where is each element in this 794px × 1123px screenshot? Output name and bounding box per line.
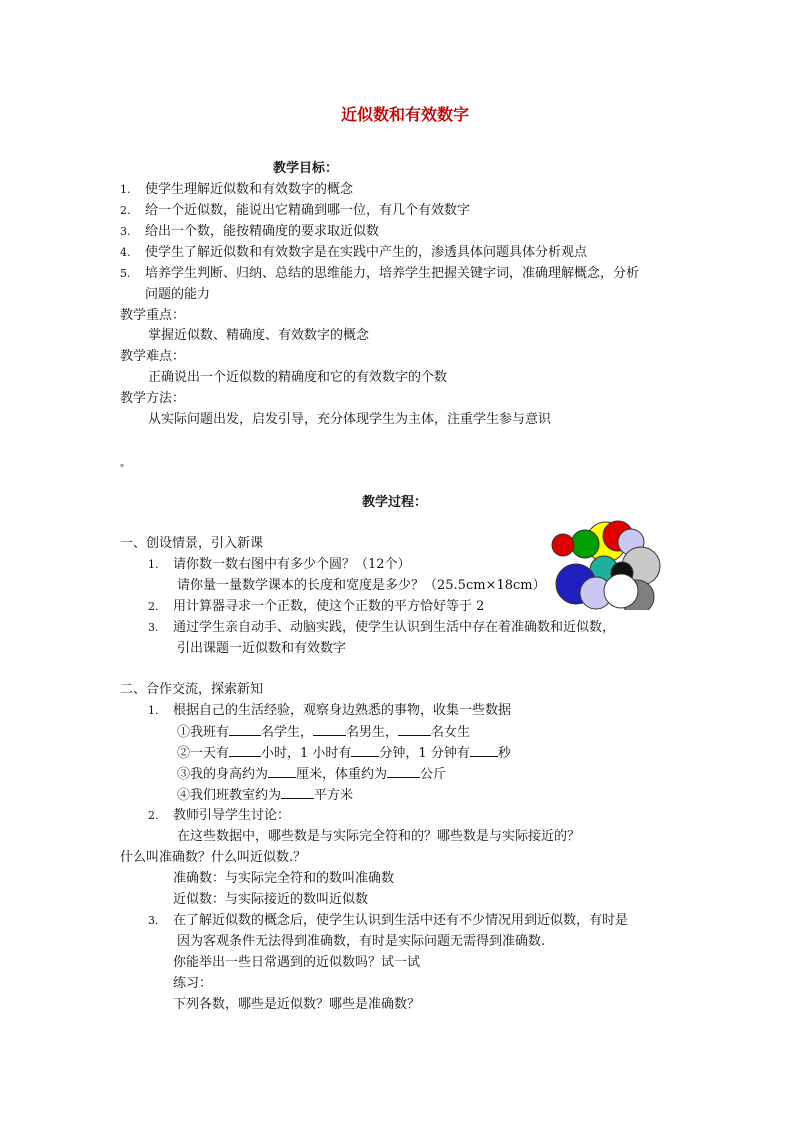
section2-title: 二、合作交流，探索新知 bbox=[120, 682, 264, 697]
q4-part-2: 平方米 bbox=[314, 788, 354, 803]
q2-part-3: 分钟，1 分钟有 bbox=[379, 746, 470, 761]
q1-blank-3[interactable] bbox=[398, 723, 431, 736]
q1-blank-2[interactable] bbox=[313, 723, 346, 736]
s2-text-1: 根据自己的生活经验，观察身边熟悉的事物，收集一些数据 bbox=[173, 703, 512, 718]
s1-text-3: 通过学生亲自动手、动脑实践，使学生认识到生活中存在着准确数和近似数， bbox=[173, 620, 616, 635]
q3-part-3: 公斤 bbox=[420, 767, 447, 782]
q1-part-3: 名男生， bbox=[346, 725, 399, 740]
s1-text-1: 请你数一数右图中有多少个圆？（12个） bbox=[173, 557, 411, 572]
s2-text-2: 教师引导学生讨论： bbox=[173, 808, 291, 823]
q2-line bbox=[177, 744, 511, 763]
difficulty-text: 正确说出一个近似数的精确度和它的有效数字的个数 bbox=[148, 370, 448, 385]
q2-blank-3[interactable] bbox=[470, 744, 498, 757]
s1-num-1: 1. bbox=[148, 558, 159, 571]
q4-line bbox=[177, 786, 353, 805]
goal-text-1: 使学生理解近似数和有效数字的概念 bbox=[145, 182, 354, 197]
circle-red-small bbox=[552, 534, 574, 556]
q3-blank-1[interactable] bbox=[268, 765, 296, 778]
difficulty-label: 教学难点： bbox=[120, 349, 186, 364]
q3-part-2: 厘米，体重约为 bbox=[296, 767, 388, 782]
s1-num-2: 2. bbox=[148, 600, 159, 613]
s1-sub-1: 请你量一量数学课本的长度和宽度是多少？（25.5cm×18cm） bbox=[177, 578, 546, 593]
section1-title: 一、创设情景，引入新课 bbox=[120, 536, 264, 551]
goal-num-3: 3. bbox=[120, 225, 131, 238]
q1-blank-1[interactable] bbox=[229, 723, 261, 736]
s2-text-3: 在了解近似数的概念后，使学生认识到生活中还有不少情况用到近似数，有时是 bbox=[173, 913, 629, 928]
colored-circles-figure bbox=[548, 518, 662, 610]
page-title: 近似数和有效数字 bbox=[341, 105, 470, 124]
q2-blank-2[interactable] bbox=[351, 744, 379, 757]
q3-blank-2[interactable] bbox=[387, 765, 420, 778]
q1-part-1: ①我班有 bbox=[177, 725, 230, 740]
s2-practice: 练习： bbox=[173, 976, 213, 991]
goal-text-5-cont: 问题的能力 bbox=[145, 287, 211, 302]
circle-green bbox=[571, 530, 599, 558]
s2-discuss-1: 在这些数据中，哪些数是与实际完全符和的？哪些数是与实际接近的？ bbox=[177, 829, 581, 844]
goal-num-1: 1. bbox=[120, 183, 131, 196]
q1-part-2: 名学生， bbox=[261, 725, 314, 740]
stray-mark: ▪ bbox=[120, 462, 125, 469]
q4-part-1: ④我们班教室约为 bbox=[177, 788, 282, 803]
method-text: 从实际问题出发，启发引导，充分体现学生为主体，注重学生参与意识 bbox=[148, 412, 552, 427]
q2-part-2: 小时，1 小时有 bbox=[261, 746, 352, 761]
circle-white bbox=[604, 574, 638, 608]
s2-num-3: 3. bbox=[148, 914, 159, 927]
s1-sub-3: 引出课题一近似数和有效数字 bbox=[177, 641, 347, 656]
s2-def-1: 准确数：与实际完全符和的数叫准确数 bbox=[173, 871, 395, 886]
q1-line bbox=[177, 723, 470, 742]
process-heading: 教学过程： bbox=[362, 495, 428, 510]
s2-num-1: 1. bbox=[148, 704, 159, 717]
q3-line bbox=[177, 765, 446, 784]
goal-num-5: 5. bbox=[120, 267, 131, 280]
goal-num-4: 4. bbox=[120, 246, 131, 259]
q3-part-1: ③我的身高约为 bbox=[177, 767, 269, 782]
goal-text-4: 使学生了解近似数和有效数字是在实践中产生的，渗透具体问题具体分析观点 bbox=[145, 245, 588, 260]
s2-discuss-2: 什么叫准确数？什么叫近似数.？ bbox=[120, 850, 307, 865]
s2-text-3-cont: 因为客观条件无法得到准确数，有时是实际问题无需得到准确数. bbox=[177, 934, 546, 949]
s2-def-2: 近似数：与实际接近的数叫近似数 bbox=[173, 892, 369, 907]
s2-num-2: 2. bbox=[148, 809, 159, 822]
s2-ask: 你能举出一些日常遇到的近似数吗？试一试 bbox=[173, 955, 421, 970]
s1-num-3: 3. bbox=[148, 621, 159, 634]
s1-text-2: 用计算器寻求一个正数，使这个正数的平方恰好等于 2 bbox=[173, 599, 485, 614]
goals-heading: 教学目标： bbox=[273, 161, 339, 176]
s2-question: 下列各数，哪些是近似数？哪些是准确数？ bbox=[173, 997, 421, 1012]
focus-text: 掌握近似数、精确度、有效数字的概念 bbox=[148, 328, 370, 343]
goal-text-3: 给出一个数，能按精确度的要求取近似数 bbox=[145, 224, 380, 239]
q2-blank-1[interactable] bbox=[229, 744, 261, 757]
q2-part-1: ②一天有 bbox=[177, 746, 230, 761]
q2-part-4: 秒 bbox=[497, 746, 511, 761]
q1-part-4: 名女生 bbox=[431, 725, 471, 740]
goal-num-2: 2. bbox=[120, 204, 131, 217]
goal-text-2: 给一个近似数，能说出它精确到哪一位，有几个有效数字 bbox=[145, 203, 471, 218]
q4-blank-1[interactable] bbox=[281, 786, 314, 799]
focus-label: 教学重点： bbox=[120, 308, 186, 323]
goal-text-5: 培养学生判断、归纳、总结的思维能力，培养学生把握关键字词，准确理解概念，分析 bbox=[145, 266, 640, 281]
method-label: 教学方法： bbox=[120, 391, 186, 406]
